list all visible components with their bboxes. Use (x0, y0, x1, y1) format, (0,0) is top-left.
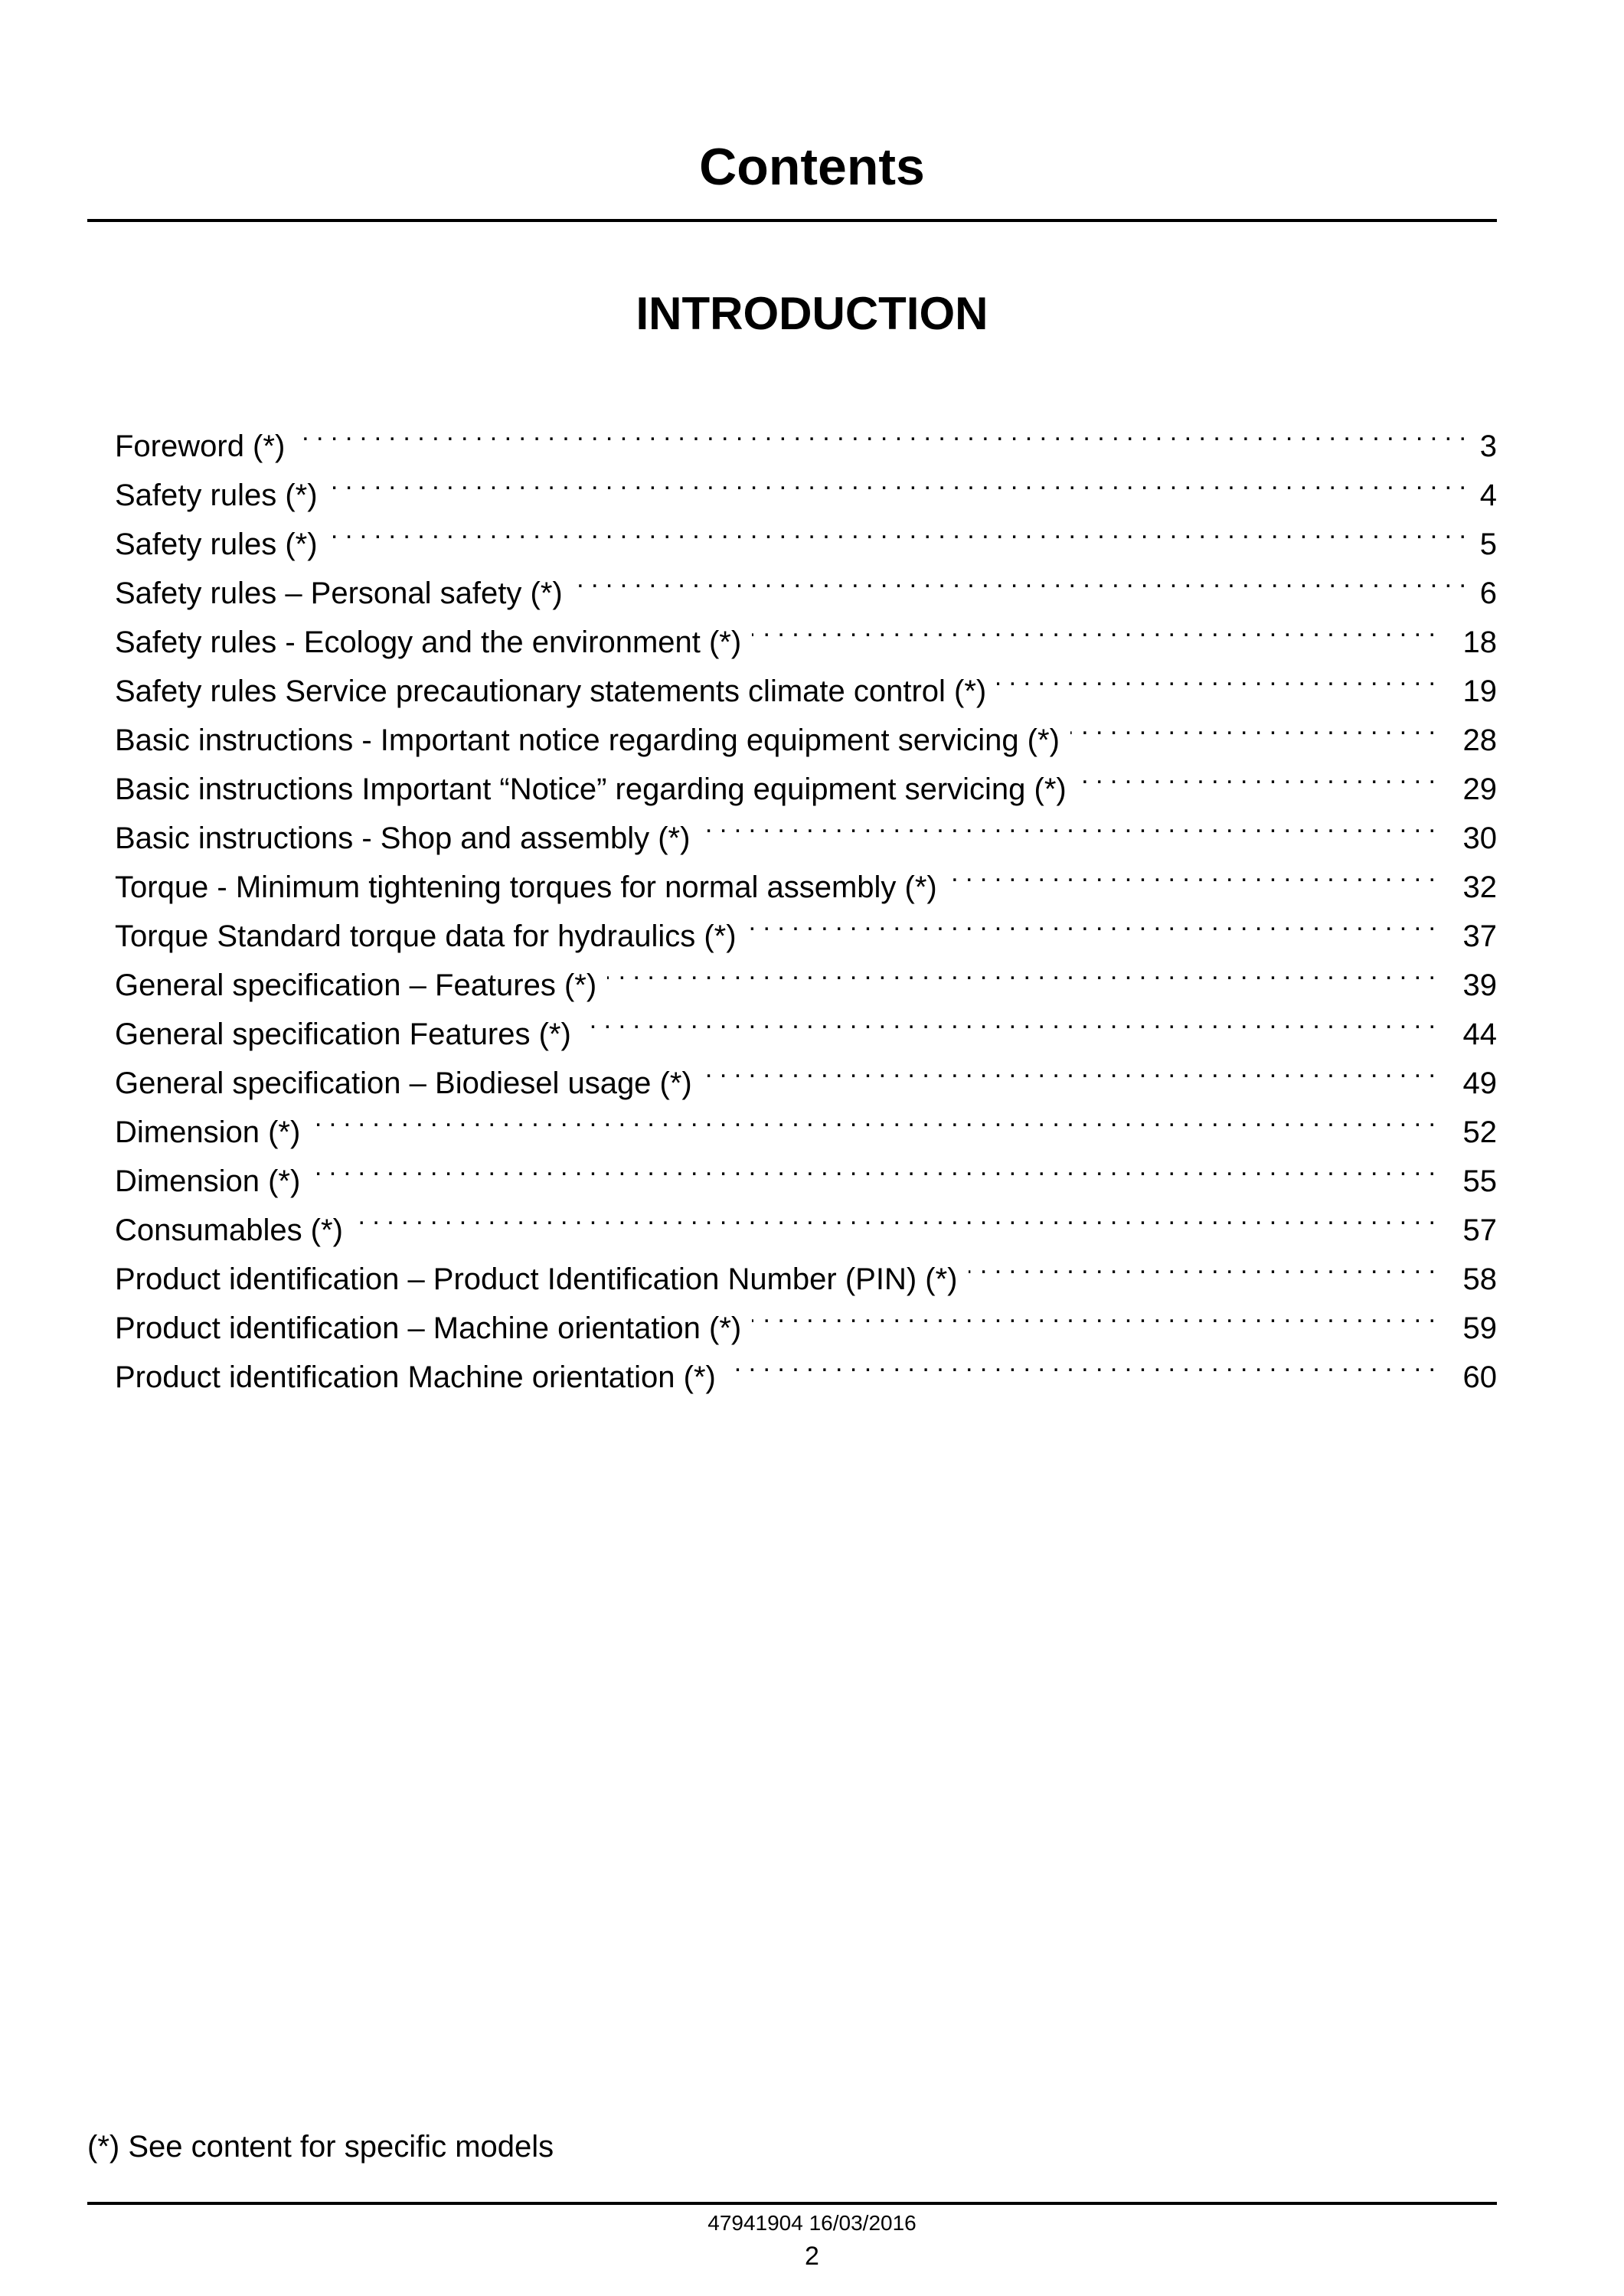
toc-entry-page: 5 (1479, 527, 1497, 561)
toc-entry-title: Safety rules – Personal safety (*) (115, 576, 563, 610)
toc-entry-title: Safety rules (*) (115, 478, 318, 512)
dot-leader (948, 848, 1436, 897)
toc-entry-title: Basic instructions Important “Notice” regarding equipment servicing (*) (115, 772, 1067, 806)
toc-entry[interactable] (115, 1191, 1497, 1247)
dot-leader (573, 554, 1466, 603)
page-number: 2 (805, 2242, 819, 2271)
dot-leader (752, 603, 1436, 652)
toc-entry-title: Safety rules (*) (115, 527, 318, 561)
toc-entry-title: Basic instructions - Important notice regarding equipment servicing (*) (115, 723, 1060, 757)
toc-entry-title: Consumables (*) (115, 1213, 343, 1247)
toc-entry-title: Basic instructions - Shop and assembly (*) (115, 821, 691, 855)
dot-leader (997, 652, 1436, 701)
toc-entry-title: Torque - Minimum tightening torques for normal assembly (*) (115, 870, 937, 904)
section-title: INTRODUCTION (636, 288, 988, 339)
dot-leader (747, 897, 1436, 946)
toc-entry-page: 57 (1462, 1213, 1497, 1247)
toc-entry-title: Torque Standard torque data for hydraulics (*) (115, 919, 737, 953)
dot-leader (752, 1289, 1436, 1338)
toc-entry-page: 39 (1462, 968, 1497, 1002)
dot-leader (703, 1044, 1436, 1093)
dot-leader (311, 1093, 1436, 1142)
toc-entry-page: 55 (1462, 1164, 1497, 1198)
dot-leader (727, 1338, 1436, 1387)
toc-entry-title: Dimension (*) (115, 1115, 301, 1149)
toc-entry-page: 49 (1462, 1066, 1497, 1100)
page-title: Contents (699, 138, 925, 196)
toc-entry-page: 19 (1462, 674, 1497, 708)
dot-leader (1070, 701, 1436, 750)
toc-entry-title: Dimension (*) (115, 1164, 301, 1198)
toc-entry-page: 3 (1479, 429, 1497, 463)
toc-entry-page: 4 (1479, 478, 1497, 512)
footnote: (*) See content for specific models (87, 2130, 554, 2164)
dot-leader (328, 456, 1466, 505)
dot-leader (969, 1240, 1436, 1289)
dot-leader (607, 946, 1436, 995)
toc-entry-page: 6 (1479, 576, 1497, 610)
toc-entry-page: 18 (1462, 625, 1497, 659)
toc-entry[interactable] (115, 1142, 1497, 1198)
dot-leader (1077, 750, 1436, 799)
toc-entry-page: 30 (1462, 821, 1497, 855)
toc-entry-page: 44 (1462, 1017, 1497, 1051)
toc-entry-title: General specification Features (*) (115, 1017, 571, 1051)
toc-entry-page: 59 (1462, 1311, 1497, 1345)
toc-entry-title: Product identification – Product Identification Number (PIN) (*) (115, 1262, 958, 1296)
toc-entry[interactable] (115, 1093, 1497, 1149)
dot-leader (328, 505, 1466, 554)
toc-entry-title: General specification – Biodiesel usage (*) (115, 1066, 692, 1100)
toc-entry-page: 28 (1462, 723, 1497, 757)
footer-divider (87, 2202, 1497, 2205)
toc-entry-title: Safety rules - Ecology and the environment (*) (115, 625, 742, 659)
toc-entry-page: 32 (1462, 870, 1497, 904)
dot-leader (311, 1142, 1436, 1191)
toc-entry-title: Foreword (*) (115, 429, 286, 463)
title-divider (87, 219, 1497, 222)
dot-leader (582, 995, 1436, 1044)
toc-entry-page: 58 (1462, 1262, 1497, 1296)
toc-entry[interactable] (115, 456, 1497, 512)
toc-entry-title: Safety rules Service precautionary statements climate control (*) (115, 674, 987, 708)
toc-entry-title: Product identification Machine orientation (*) (115, 1360, 716, 1394)
toc-entry-page: 52 (1462, 1115, 1497, 1149)
dot-leader (701, 799, 1436, 848)
table-of-contents (115, 407, 1497, 1394)
toc-entry-title: Product identification – Machine orientation (*) (115, 1311, 742, 1345)
toc-entry-page: 29 (1462, 772, 1497, 806)
document-reference: 47941904 16/03/2016 (707, 2211, 917, 2235)
dot-leader (296, 407, 1466, 456)
toc-entry-page: 60 (1462, 1360, 1497, 1394)
toc-entry[interactable] (115, 407, 1497, 463)
toc-entry-page: 37 (1462, 919, 1497, 953)
toc-entry-title: General specification – Features (*) (115, 968, 597, 1002)
dot-leader (354, 1191, 1436, 1240)
